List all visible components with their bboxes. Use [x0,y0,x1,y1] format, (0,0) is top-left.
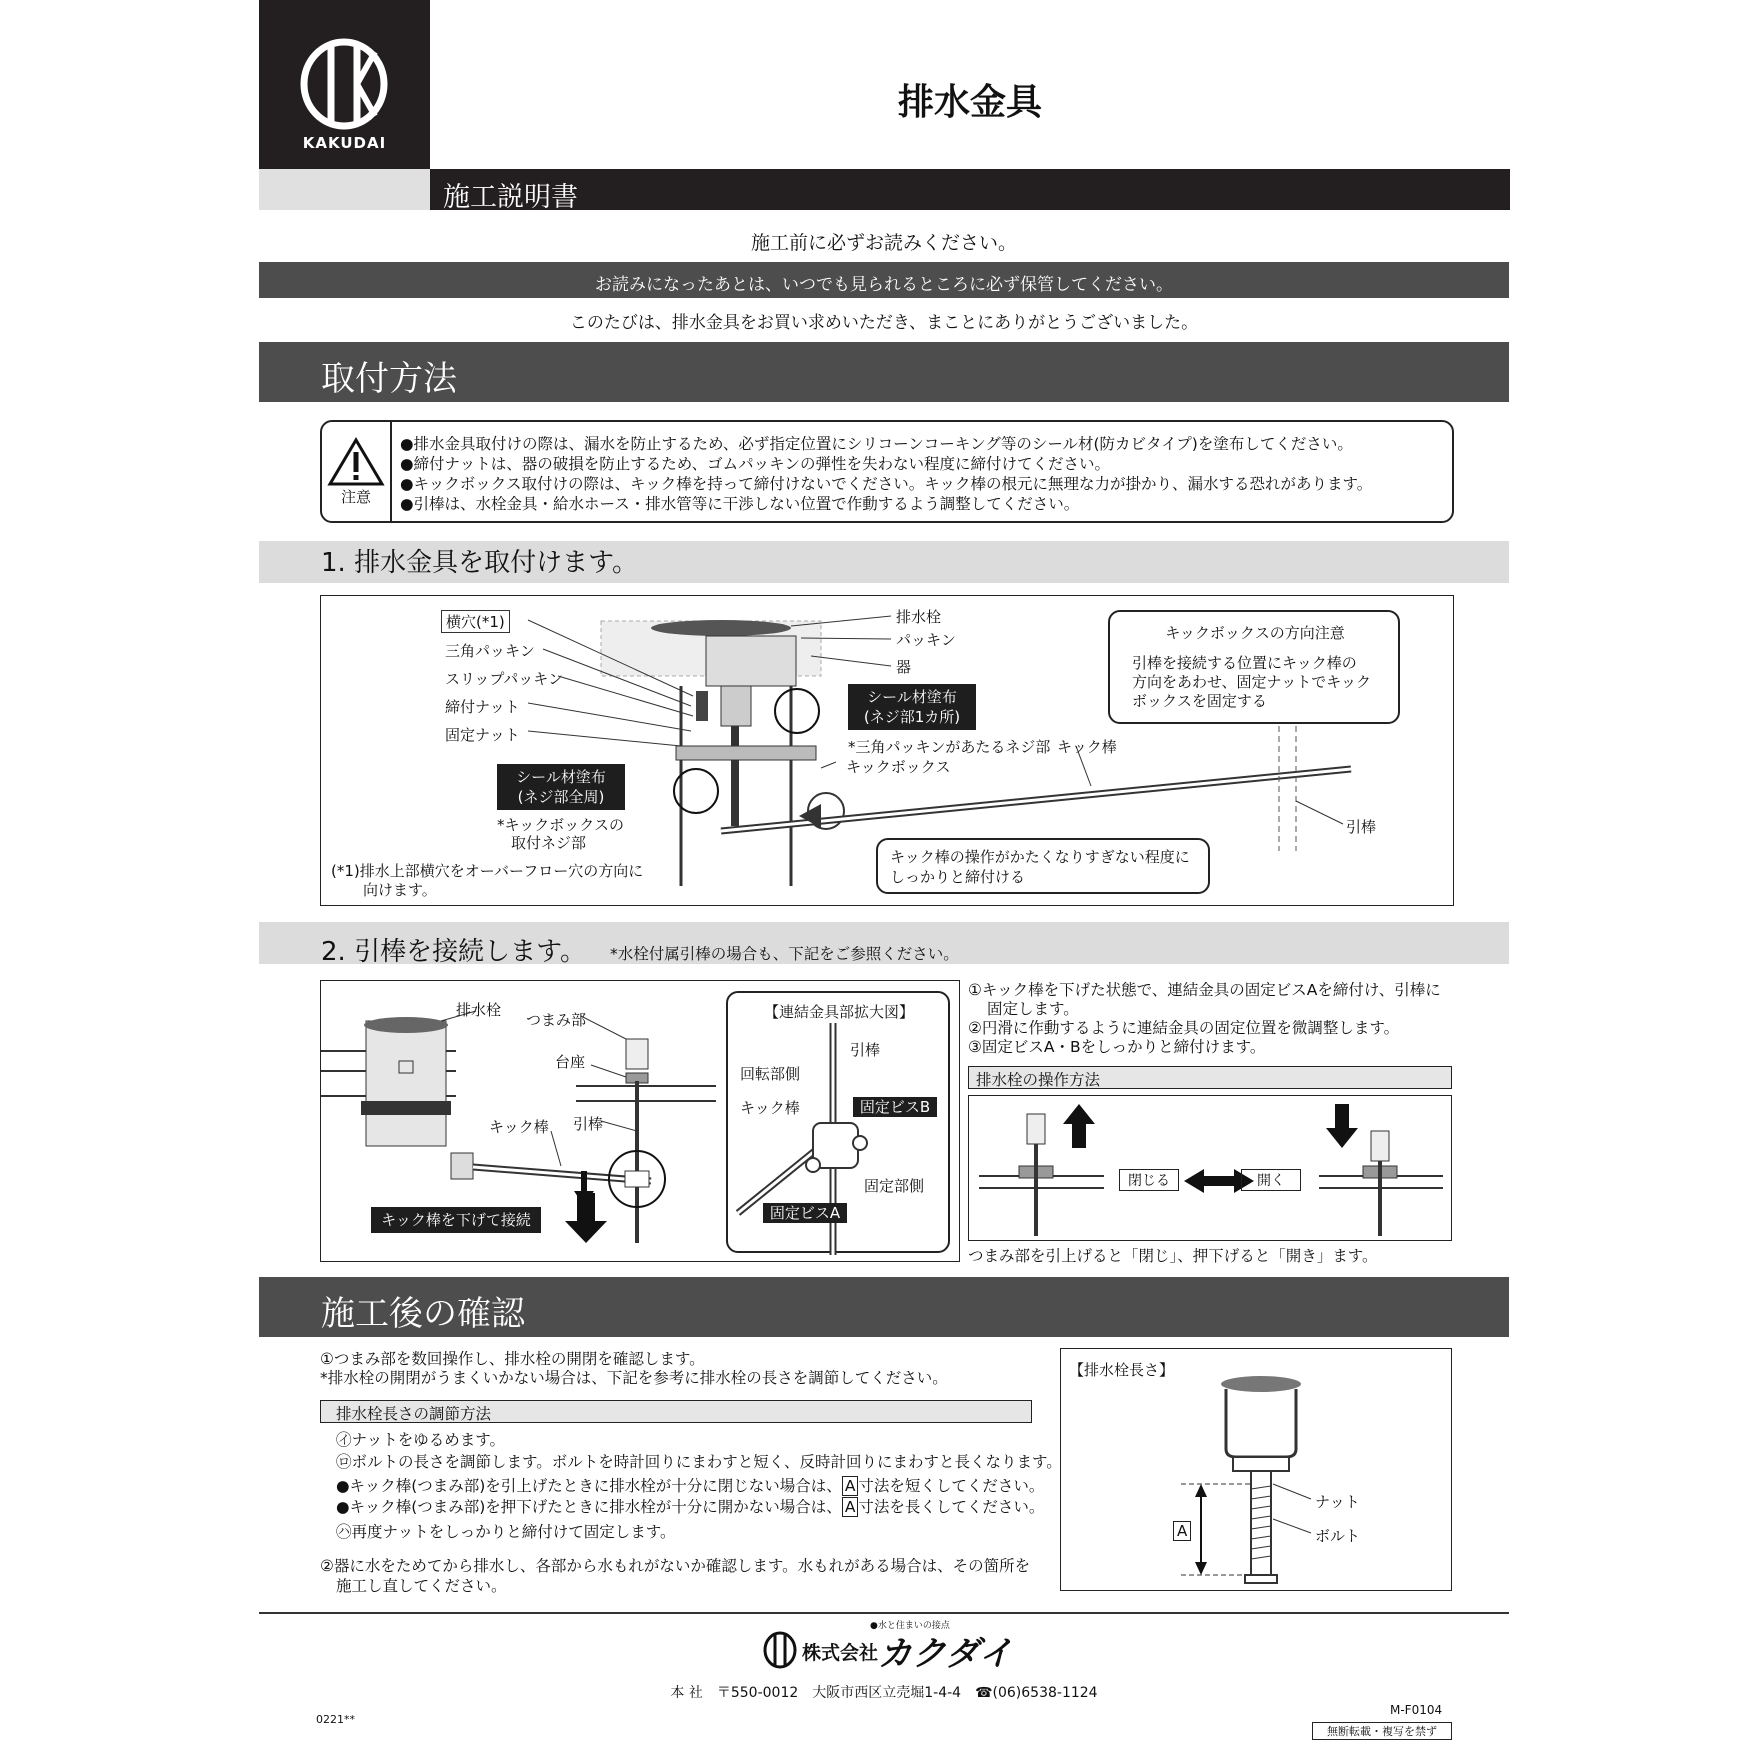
length-title: 【排水栓長さ】 [1069,1361,1175,1379]
zoom-box [726,991,950,1253]
adjust-ha: ㋩再度ナットをしっかりと締付けて固定します。 [336,1523,676,1541]
zoom-kaiten: 回転部側 [740,1065,801,1083]
adjust-b2: ●キック棒(つまみ部)を押下げたときに排水栓が十分に開かない場合は、 A 寸法を長くしてください。 [336,1498,1045,1516]
read-first-notice: 施工前に必ずお読みください。 [750,232,1017,254]
direction-note-title: キックボックスの方向注意 [1165,624,1345,642]
adjust-i: ㋑ナットをゆるめます。 [336,1431,505,1449]
step2-instr-3: ②円滑に作動するように連結金具の固定位置を微調整します。 [968,1019,1400,1037]
label-haisuisen: 排水栓 [896,608,942,626]
step1-figure [320,595,1454,906]
footer-company-prefix: 株式会社 [802,1642,879,1664]
zoom-screw-a: 固定ビスA [763,1203,847,1223]
seal-tag-2: シール材塗布 (ネジ部全周) [497,764,625,810]
adjust-ro: ㋺ボルトの長さを調節します。ボルトを時計回りにまわすと短く、反時計回りにまわすと長くなります。 [336,1453,1062,1471]
seal2-note-1: *キックボックスの [497,816,625,834]
step2-instr-4: ③固定ビスA・Bをしっかりと締付けます。 [968,1038,1266,1056]
label-slip-packing: スリップパッキン [445,670,564,688]
step2-figure [320,980,960,1262]
step2-title: 2. 引棒を接続します。 [321,937,586,967]
caution-divider [390,422,392,521]
footer-date-code: 0221** [316,1713,355,1726]
check-section-title: 施工後の確認 [259,1277,1509,1337]
thanks-notice: このたびは、排水金具をお買い求めいただき、まことにありがとうございました。 [569,313,1199,333]
label-utsuwa: 器 [896,658,912,676]
label-kickbo-2: キック棒 [489,1118,549,1136]
caution-line-2: ●締付ナットは、器の破損を防止するため、ゴムパッキンの弾性を失わない程度に締付けてください。 [400,455,1110,473]
caution-line-3: ●キックボックス取付けの際は、キック棒を持って締付けないでください。キック棒の根元に無理な力が掛かり、漏水する恐れがあります。 [400,475,1373,493]
label-sankaku-packing: 三角パッキン [445,642,535,660]
check-line-3: ②器に水をためてから排水し、各部から水もれがないか確認します。水もれがある場合は、その箇所を [320,1557,1031,1575]
caution-line-1: ●排水金具取付けの際は、漏水を防止するため、必ず指定位置にシリコーンコーキング等のシール材(防カビタイプ)を塗布してください。 [400,435,1353,453]
direction-note-1: 引棒を接続する位置にキック棒の [1132,654,1357,672]
adjust-b1: ●キック棒(つまみ部)を引上げたときに排水栓が十分に閉じない場合は、 A 寸法を短くしてください。 [336,1477,1045,1495]
operation-drawing [969,1096,1453,1242]
check-line-4: 施工し直してください。 [336,1577,507,1595]
operation-caption: つまみ部を引上げると「閉じ」、押下げると「開き」ます。 [968,1247,1378,1265]
footer-tagline: ●水と住まいの接点 [870,1621,950,1631]
footnote-1: (*1)排水上部横穴をオーバーフロー穴の方向に [331,862,644,880]
label-daiza: 台座 [555,1053,586,1071]
label-hikibo-2: 引棒 [573,1115,604,1133]
step1-title: 1. 排水金具を取付けます。 [259,541,1509,583]
close-label: 閉じる [1119,1169,1179,1191]
zoom-hikibo: 引棒 [850,1041,881,1059]
open-label: 開く [1241,1169,1301,1191]
install-section-title: 取付方法 [259,342,1509,402]
footnote-2: 向けます。 [363,881,437,899]
caution-box [320,420,1454,523]
label-yokoana: 横穴(*1) [441,610,510,633]
seal2-note-2: 取付ネジ部 [511,834,587,852]
header-bar-left [259,169,430,210]
label-hikibo: 引棒 [1346,818,1377,836]
brand-name: KAKUDAI [302,134,387,152]
label-kickbox: キックボックス [846,758,951,776]
label-packing: パッキン [896,631,956,649]
length-figure [1060,1348,1452,1591]
zoom-kickbo: キック棒 [740,1099,800,1117]
length-nut: ナット [1315,1493,1360,1511]
direction-note-2: 方向をあわせ、固定ナットでキック [1132,673,1371,691]
label-tsumami: つまみ部 [526,1011,587,1029]
seal-tag-1: シール材塗布 (ネジ部1カ所) [848,684,976,730]
footer-notice: 無断転載・複写を禁ず [1312,1722,1452,1740]
operation-figure [968,1095,1452,1241]
footer-logo-icon [762,1630,798,1670]
length-dim: A [1173,1521,1191,1541]
step2-instr-1: ①キック棒を下げた状態で、連結金具の固定ビスAを締付け、引棒に [968,981,1441,999]
tighten-note-box [876,838,1210,894]
zoom-kotei: 固定部側 [864,1177,925,1195]
keep-notice: お読みになったあとは、いつでも見られるところに必ず保管してください。 [595,275,1173,295]
doc-type: 施工説明書 [443,182,578,213]
caution-line-4: ●引棒は、水栓金具・給水ホース・排水管等に干渉しない位置で作動するよう調整してください。 [400,495,1080,513]
footer-address: 本 社 〒550-0012 大阪市西区立売堀1-4-4 ☎(06)6538-1124 [670,1685,1098,1701]
direction-note-box [1108,610,1400,724]
label-haisuisen-2: 排水栓 [456,1001,502,1019]
zoom-title: 【連結金具部拡大図】 [763,1003,914,1021]
down-arrow-icon [559,1193,619,1253]
adjust-title: 排水栓長さの調節方法 [336,1405,492,1423]
check-line-2: *排水栓の開閉がうまくいかない場合は、下記を参考に排水栓の長さを調節してください。 [320,1369,948,1387]
step2-subnote: *水栓付属引棒の場合も、下記をご参照ください。 [610,945,959,963]
label-kickbo: キック棒 [1057,738,1117,756]
logo-block [259,0,430,169]
stopper-length-drawing [1061,1349,1453,1592]
connect-tag: キック棒を下げて接続 [371,1207,541,1233]
caution-label: 注意 [340,488,371,506]
length-bolt: ボルト [1315,1527,1361,1545]
page-title: 排水金具 [897,82,1042,123]
tighten-note-1: キック棒の操作がかたくなりすぎない程度に [890,848,1190,866]
doc-type-bar [430,169,1510,210]
zoom-screw-b: 固定ビスB [853,1097,937,1117]
check-line-1: ①つまみ部を数回操作し、排水栓の開閉を確認します。 [320,1350,705,1368]
step2-instr-2: 固定します。 [987,1000,1079,1018]
operation-title: 排水栓の操作方法 [976,1071,1101,1089]
footer-code: M-F0104 [1390,1703,1443,1717]
seal1-note: *三角パッキンがあたるネジ部 [848,738,1051,756]
direction-note-3: ボックスを固定する [1132,692,1267,710]
label-shimetsuke-nut: 締付ナット [445,698,520,716]
tighten-note-2: しっかりと締付ける [890,868,1026,886]
label-kotei-nut: 固定ナット [445,726,520,744]
footer-company: カクダイ [878,1634,1013,1674]
footer-rule [259,1612,1509,1614]
